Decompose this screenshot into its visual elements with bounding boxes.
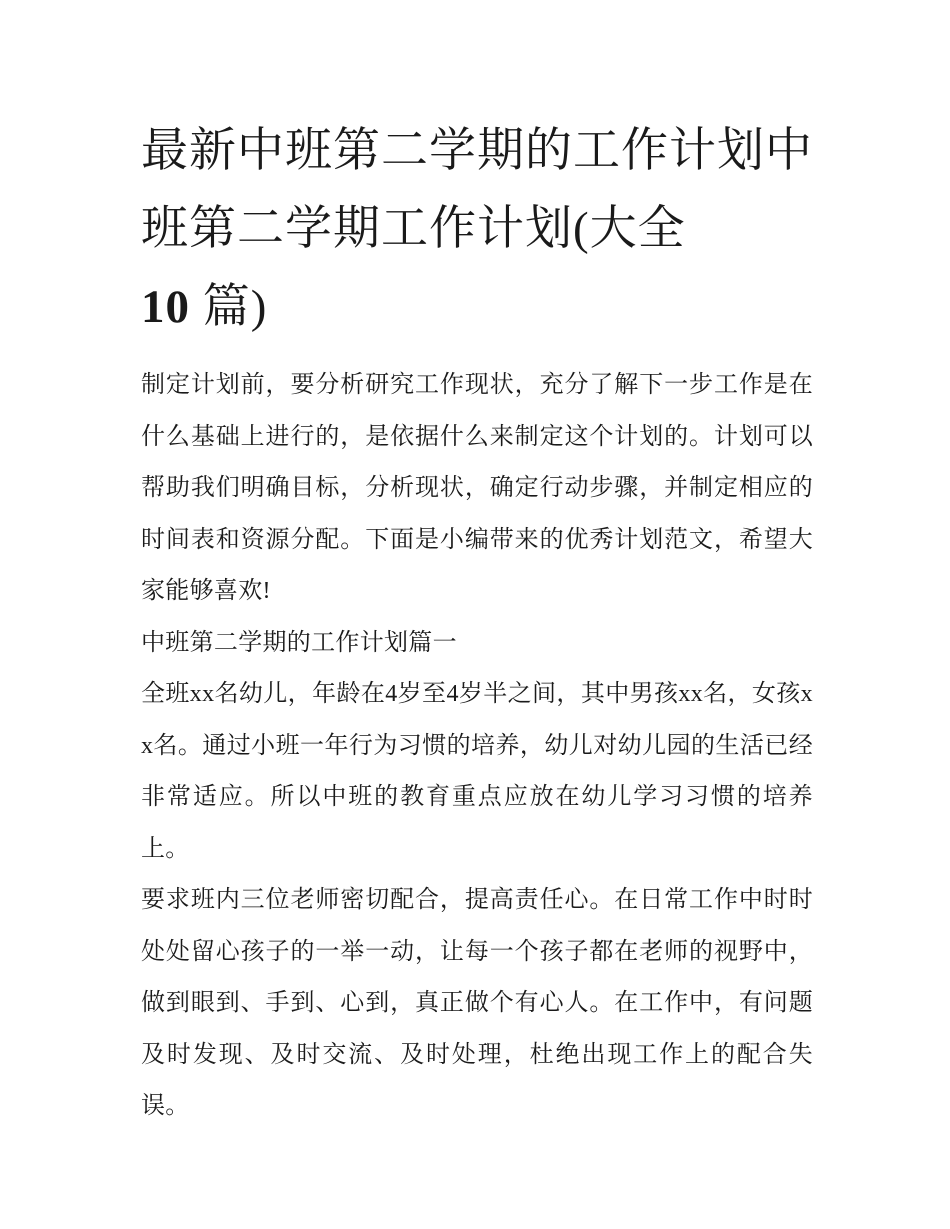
- body-paragraph: 要求班内三位老师密切配合，提高责任心。在日常工作中时时处处留心孩子的一举一动，让每一个孩子都在老师的视野中，做到眼到、手到、心到，真正做个有心人。在工作中，有问题及时发现、及时交流、及时处理，杜绝出现工作上的配合失误。: [141, 887, 813, 1119]
- document-body: [141, 112, 813, 1133]
- intro-paragraph: 制定计划前，要分析研究工作现状，充分了解下一步工作是在什么基础上进行的，是依据什么来制定这个计划的。计划可以帮助我们明确目标，分析现状，确定行动步骤，并制定相应的时间表和资源分配。下面是小编带来的优秀计划范文，希望大家能够喜欢!: [141, 372, 813, 604]
- title-text-end: 篇): [202, 281, 268, 333]
- body-paragraph: 全班xx名幼儿，年龄在4岁至4岁半之间，其中男孩xx名，女孩xx名。通过小班一年行为习惯的培养，幼儿对幼儿园的生活已经非常适应。所以中班的教育重点应放在幼儿学习习惯的培养上。: [141, 681, 813, 862]
- title-number: 10: [141, 281, 190, 333]
- document-title: [141, 112, 813, 346]
- section-heading: 中班第二学期的工作计划篇一: [141, 629, 457, 656]
- title-text: 最新中班第二学期的工作计划中班第二学期工作计划(大全: [141, 125, 813, 255]
